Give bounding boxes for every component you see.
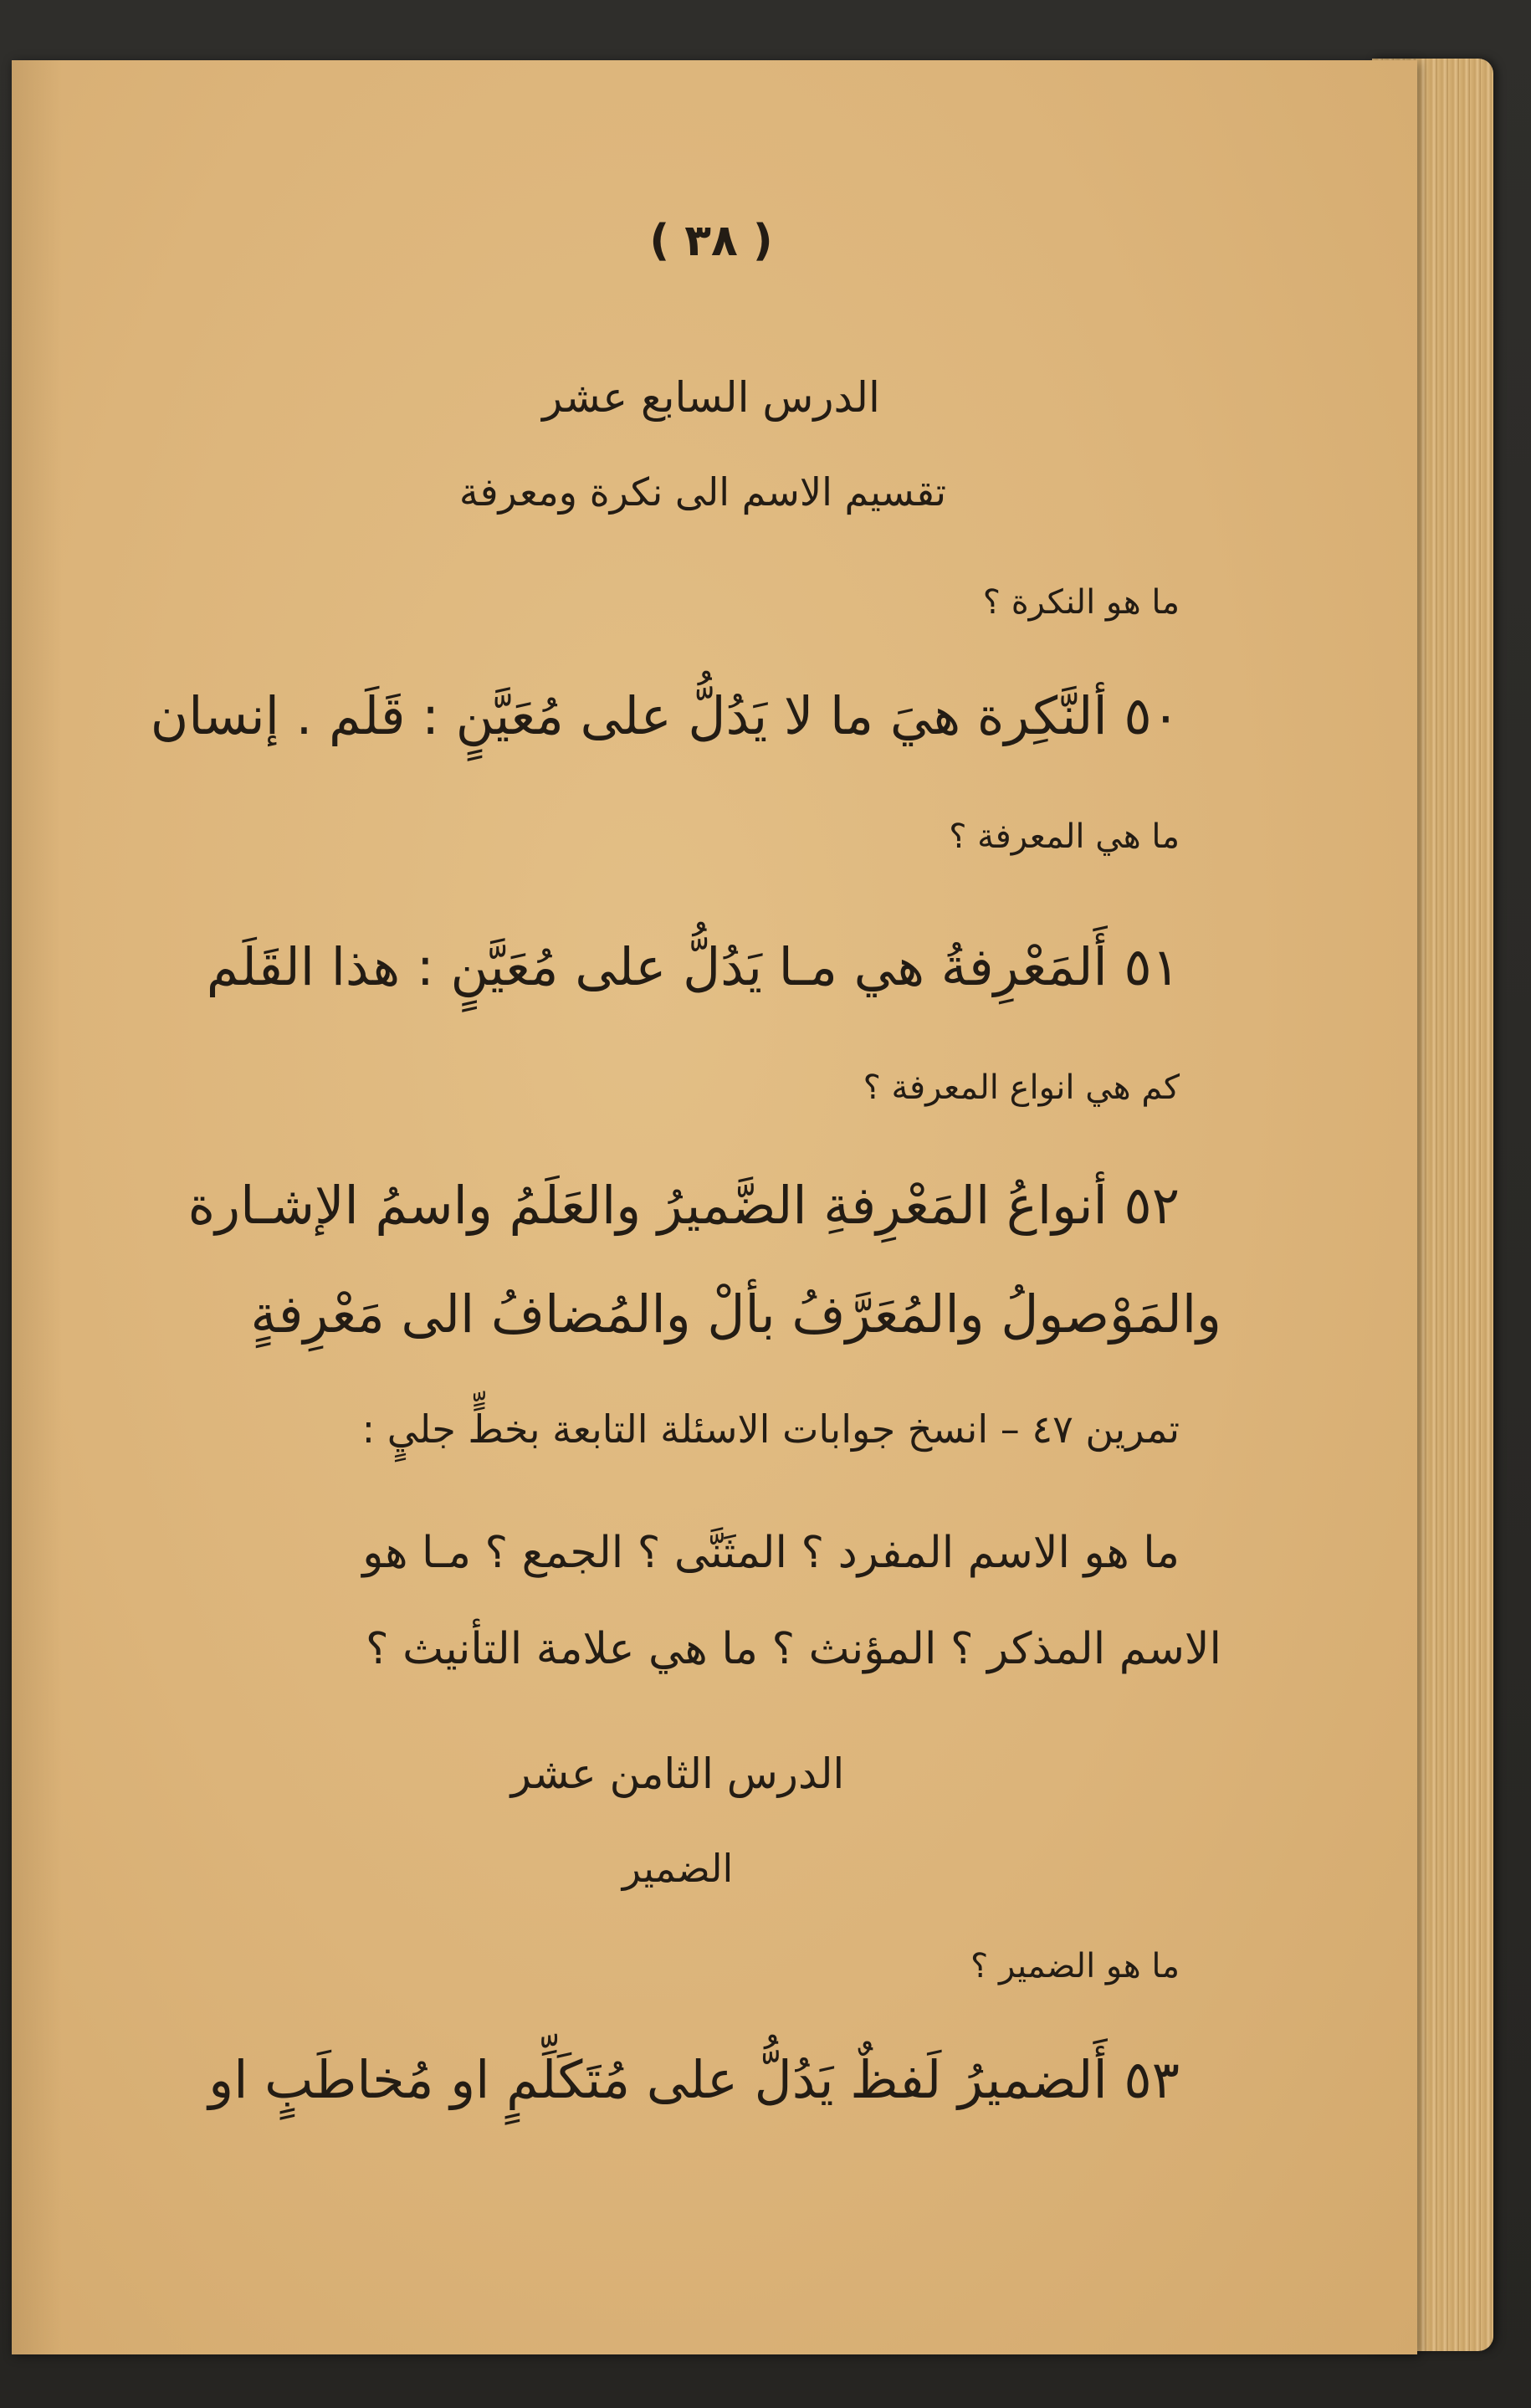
- exercise-47-title: تمرين ٤٧ – انسخ جوابات الاسئلة التابعة بخطٍّ جليٍ :: [361, 1406, 1180, 1452]
- answer-52-line-2: والمَوْصولُ والمُعَرَّفُ بألْ والمُضافُ الى مَعْرِفةٍ: [250, 1283, 1221, 1345]
- lesson-18-subtitle: الضمير: [622, 1846, 734, 1891]
- question-50: ما هو النكرة ؟: [982, 583, 1180, 622]
- exercise-47-line-2: الاسم المذكر ؟ المؤنث ؟ ما هي علامة التأنيث ؟: [366, 1624, 1221, 1674]
- question-53: ما هو الضمير ؟: [970, 1947, 1180, 1985]
- lesson-17-title: الدرس السابع عشر: [542, 373, 880, 422]
- question-51: ما هي المعرفة ؟: [949, 817, 1180, 856]
- lesson-18-title: الدرس الثامن عشر: [510, 1750, 845, 1798]
- spine-shade: [12, 60, 62, 2354]
- exercise-47-line-1: ما هو الاسم المفرد ؟ المثَنَّى ؟ الجمع ؟ مـا هو: [362, 1528, 1180, 1578]
- question-52: كم هي انواع المعرفة ؟: [863, 1068, 1180, 1107]
- lesson-17-subtitle: تقسيم الاسم الى نكرة ومعرفة: [458, 469, 947, 515]
- answer-51: ٥١ أَلمَعْرِفةُ هي مـا يَدُلُّ على مُعَيَّنٍ : هذا القَلَم: [206, 936, 1180, 997]
- page-number: ( ٣٨ ): [649, 216, 773, 266]
- answer-50: ٥٠ ألنَّكِرة هيَ ما لا يَدُلُّ على مُعَيَّنٍ : قَلَم . إنسان: [150, 685, 1180, 746]
- answer-52-line-1: ٥٢ أنواعُ المَعْرِفةِ الضَّميرُ والعَلَمُ واسمُ الإشـارة: [187, 1175, 1180, 1236]
- answer-53: ٥٣ أَلضميرُ لَفظٌ يَدُلُّ على مُتَكَلِّمٍ او مُخاطَبٍ او: [208, 2049, 1180, 2110]
